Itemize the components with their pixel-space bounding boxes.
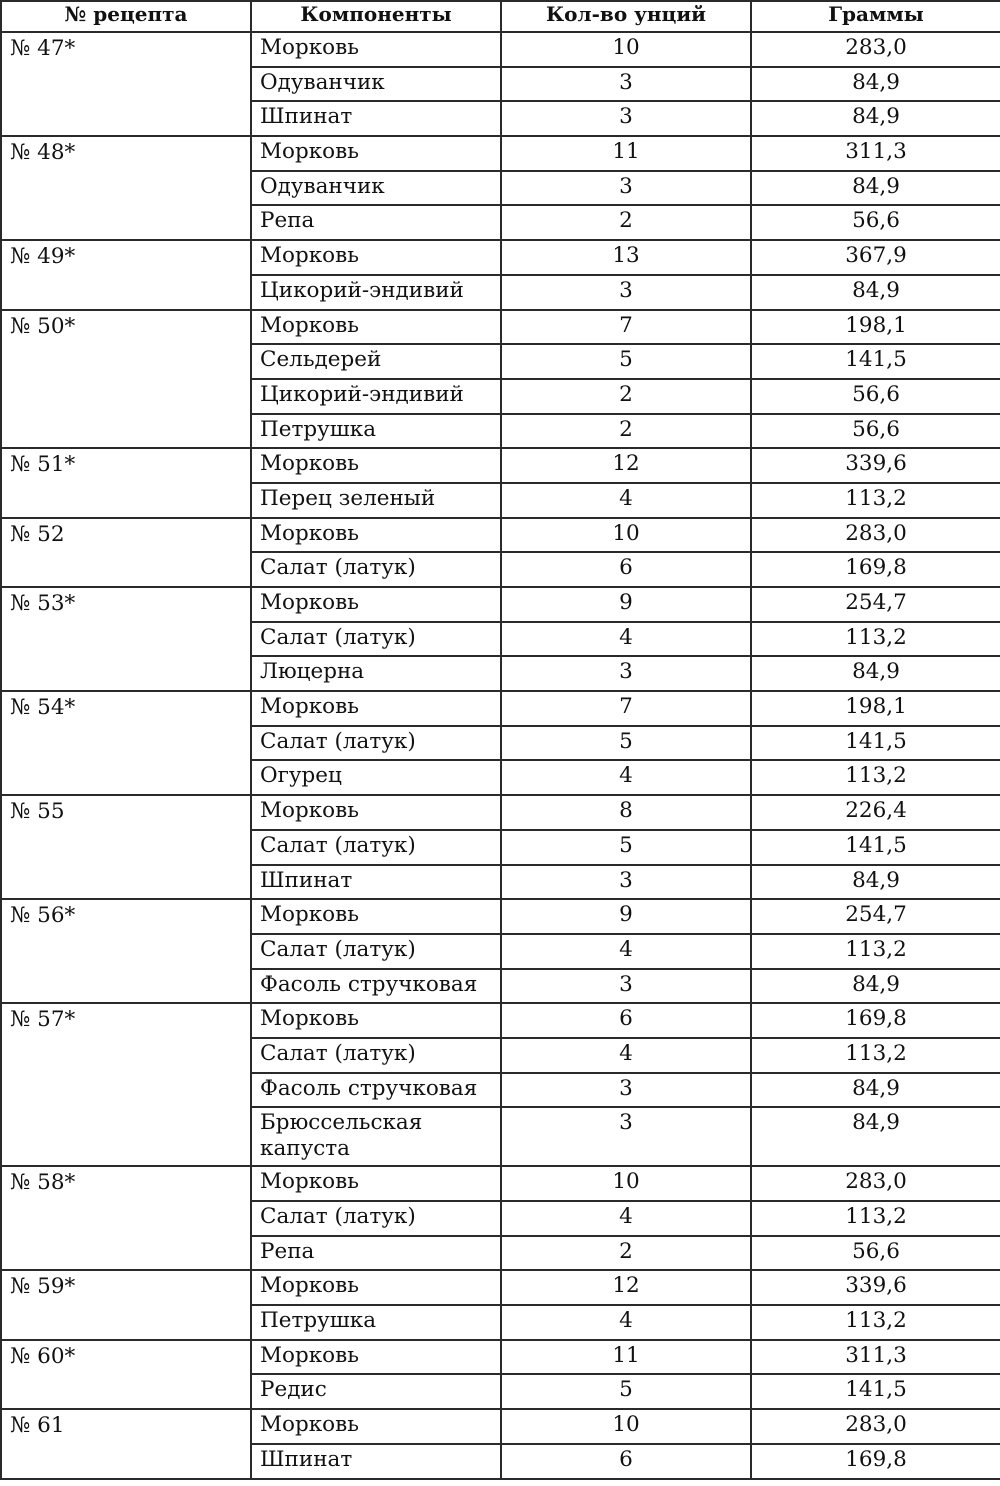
component-cell: Морковь [251, 310, 501, 345]
table-row [1, 1340, 1000, 1375]
component-cell: Фасоль стручковая [251, 969, 501, 1004]
grams-cell: 84,9 [751, 101, 1000, 136]
component-cell: Морковь [251, 1270, 501, 1305]
recipe-number-cell: № 52 [1, 518, 251, 587]
component-cell: Огурец [251, 760, 501, 795]
grams-cell: 84,9 [751, 67, 1000, 102]
ounces-cell: 4 [501, 1038, 751, 1073]
table-row [1, 136, 1000, 171]
ounces-cell: 2 [501, 414, 751, 449]
header-ounces: Кол-во унций [501, 1, 751, 32]
grams-cell: 141,5 [751, 1374, 1000, 1409]
ounces-cell: 12 [501, 448, 751, 483]
component-cell: Морковь [251, 240, 501, 275]
component-cell: Морковь [251, 1003, 501, 1038]
table-row [1, 310, 1000, 345]
recipe-number-cell: № 47* [1, 32, 251, 136]
grams-cell: 56,6 [751, 414, 1000, 449]
header-recipe-number: № рецепта [1, 1, 251, 32]
ounces-cell: 4 [501, 760, 751, 795]
grams-cell: 367,9 [751, 240, 1000, 275]
ounces-cell: 6 [501, 1444, 751, 1479]
component-cell: Салат (латук) [251, 934, 501, 969]
component-cell: Редис [251, 1374, 501, 1409]
component-cell: Салат (латук) [251, 726, 501, 761]
ounces-cell: 11 [501, 136, 751, 171]
ounces-cell: 3 [501, 1073, 751, 1108]
table-row [1, 32, 1000, 67]
component-cell: Салат (латук) [251, 1201, 501, 1236]
component-cell: Цикорий-эндивий [251, 379, 501, 414]
grams-cell: 113,2 [751, 1201, 1000, 1236]
recipe-number-cell: № 55 [1, 795, 251, 899]
table-row [1, 1409, 1000, 1444]
ounces-cell: 4 [501, 1305, 751, 1340]
ounces-cell: 6 [501, 552, 751, 587]
ounces-cell: 13 [501, 240, 751, 275]
table-row [1, 795, 1000, 830]
ounces-cell: 12 [501, 1270, 751, 1305]
component-cell: Салат (латук) [251, 830, 501, 865]
grams-cell: 84,9 [751, 1107, 1000, 1166]
grams-cell: 56,6 [751, 205, 1000, 240]
recipe-number-cell: № 54* [1, 691, 251, 795]
ounces-cell: 5 [501, 344, 751, 379]
ounces-cell: 3 [501, 1107, 751, 1166]
grams-cell: 198,1 [751, 310, 1000, 345]
component-cell: Репа [251, 205, 501, 240]
ounces-cell: 10 [501, 1166, 751, 1201]
ounces-cell: 10 [501, 1409, 751, 1444]
ounces-cell: 2 [501, 1236, 751, 1271]
component-cell: Салат (латук) [251, 552, 501, 587]
grams-cell: 113,2 [751, 1038, 1000, 1073]
component-cell: Салат (латук) [251, 1038, 501, 1073]
grams-cell: 254,7 [751, 899, 1000, 934]
component-cell: Морковь [251, 518, 501, 553]
recipe-number-cell: № 56* [1, 899, 251, 1003]
component-cell: Морковь [251, 1340, 501, 1375]
ounces-cell: 3 [501, 171, 751, 206]
recipe-number-cell: № 60* [1, 1340, 251, 1409]
grams-cell: 141,5 [751, 344, 1000, 379]
ounces-cell: 5 [501, 830, 751, 865]
ounces-cell: 10 [501, 518, 751, 553]
grams-cell: 56,6 [751, 1236, 1000, 1271]
ounces-cell: 3 [501, 275, 751, 310]
ounces-cell: 5 [501, 726, 751, 761]
ounces-cell: 4 [501, 483, 751, 518]
grams-cell: 169,8 [751, 1444, 1000, 1479]
ounces-cell: 3 [501, 101, 751, 136]
grams-cell: 283,0 [751, 1409, 1000, 1444]
recipe-number-cell: № 53* [1, 587, 251, 691]
ounces-cell: 7 [501, 691, 751, 726]
grams-cell: 56,6 [751, 379, 1000, 414]
component-cell: Морковь [251, 1409, 501, 1444]
grams-cell: 254,7 [751, 587, 1000, 622]
component-cell: Морковь [251, 691, 501, 726]
grams-cell: 113,2 [751, 622, 1000, 657]
grams-cell: 169,8 [751, 552, 1000, 587]
grams-cell: 84,9 [751, 1073, 1000, 1108]
recipe-number-cell: № 50* [1, 310, 251, 449]
grams-cell: 339,6 [751, 448, 1000, 483]
table-row [1, 518, 1000, 553]
grams-cell: 311,3 [751, 136, 1000, 171]
component-cell: Морковь [251, 448, 501, 483]
component-cell: Морковь [251, 1166, 501, 1201]
table-row [1, 240, 1000, 275]
grams-cell: 113,2 [751, 934, 1000, 969]
ounces-cell: 3 [501, 969, 751, 1004]
grams-cell: 339,6 [751, 1270, 1000, 1305]
ounces-cell: 9 [501, 899, 751, 934]
grams-cell: 84,9 [751, 865, 1000, 900]
ounces-cell: 9 [501, 587, 751, 622]
table-row [1, 1003, 1000, 1038]
ounces-cell: 11 [501, 1340, 751, 1375]
component-cell: Фасоль стручковая [251, 1073, 501, 1108]
ounces-cell: 3 [501, 865, 751, 900]
header-row [1, 1, 1000, 32]
table-body [1, 32, 1000, 1479]
component-cell: Репа [251, 1236, 501, 1271]
component-cell: Шпинат [251, 865, 501, 900]
ounces-cell: 8 [501, 795, 751, 830]
ounces-cell: 3 [501, 656, 751, 691]
component-cell: Морковь [251, 32, 501, 67]
recipe-number-cell: № 48* [1, 136, 251, 240]
table-row [1, 899, 1000, 934]
component-cell: Одуванчик [251, 67, 501, 102]
recipe-number-cell: № 58* [1, 1166, 251, 1270]
header-grams: Граммы [751, 1, 1000, 32]
table-row [1, 1166, 1000, 1201]
component-cell: Одуванчик [251, 171, 501, 206]
ounces-cell: 3 [501, 67, 751, 102]
grams-cell: 283,0 [751, 1166, 1000, 1201]
ounces-cell: 10 [501, 32, 751, 67]
component-cell: Люцерна [251, 656, 501, 691]
component-cell: Шпинат [251, 1444, 501, 1479]
grams-cell: 84,9 [751, 656, 1000, 691]
component-cell: Перец зеленый [251, 483, 501, 518]
ounces-cell: 2 [501, 205, 751, 240]
grams-cell: 113,2 [751, 483, 1000, 518]
component-cell: Морковь [251, 899, 501, 934]
grams-cell: 84,9 [751, 969, 1000, 1004]
table-row [1, 448, 1000, 483]
table-row [1, 691, 1000, 726]
grams-cell: 141,5 [751, 726, 1000, 761]
component-cell: Салат (латук) [251, 622, 501, 657]
component-cell: Цикорий-эндивий [251, 275, 501, 310]
recipe-number-cell: № 61 [1, 1409, 251, 1478]
ounces-cell: 5 [501, 1374, 751, 1409]
grams-cell: 113,2 [751, 1305, 1000, 1340]
component-cell: Сельдерей [251, 344, 501, 379]
grams-cell: 141,5 [751, 830, 1000, 865]
grams-cell: 84,9 [751, 171, 1000, 206]
ounces-cell: 4 [501, 1201, 751, 1236]
table-row [1, 1270, 1000, 1305]
component-cell: Шпинат [251, 101, 501, 136]
recipe-number-cell: № 51* [1, 448, 251, 517]
grams-cell: 113,2 [751, 760, 1000, 795]
grams-cell: 283,0 [751, 518, 1000, 553]
component-cell: Петрушка [251, 414, 501, 449]
recipe-number-cell: № 57* [1, 1003, 251, 1166]
ounces-cell: 4 [501, 622, 751, 657]
component-cell: Петрушка [251, 1305, 501, 1340]
grams-cell: 283,0 [751, 32, 1000, 67]
recipe-number-cell: № 49* [1, 240, 251, 309]
grams-cell: 311,3 [751, 1340, 1000, 1375]
grams-cell: 84,9 [751, 275, 1000, 310]
grams-cell: 226,4 [751, 795, 1000, 830]
ounces-cell: 6 [501, 1003, 751, 1038]
ounces-cell: 4 [501, 934, 751, 969]
recipe-number-cell: № 59* [1, 1270, 251, 1339]
grams-cell: 198,1 [751, 691, 1000, 726]
grams-cell: 169,8 [751, 1003, 1000, 1038]
ounces-cell: 7 [501, 310, 751, 345]
table-row [1, 587, 1000, 622]
component-cell: Морковь [251, 136, 501, 171]
component-cell: Морковь [251, 795, 501, 830]
header-components: Компоненты [251, 1, 501, 32]
component-cell: Морковь [251, 587, 501, 622]
component-cell: Брюссельская капуста [251, 1107, 501, 1166]
ounces-cell: 2 [501, 379, 751, 414]
